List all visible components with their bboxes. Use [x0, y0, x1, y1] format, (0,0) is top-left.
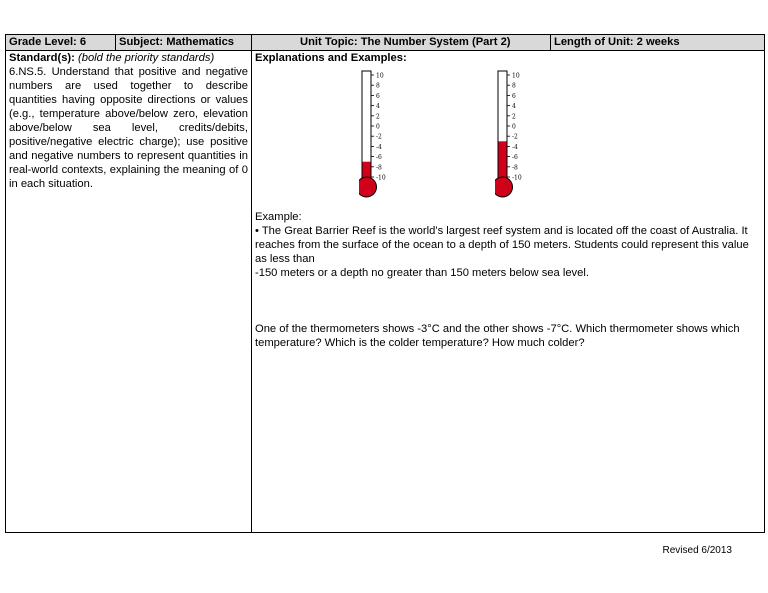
thermometer-tick-label: 2 — [376, 113, 380, 121]
grade-level-cell: Grade Level: 6 — [6, 35, 116, 51]
thermometer-right — [495, 65, 535, 210]
thermometer-tick-label: -8 — [376, 164, 382, 172]
thermometer-tick-label: -10 — [512, 174, 522, 182]
thermometer-tick-label: 0 — [512, 123, 516, 131]
thermometer-question: One of the thermometers shows -3°C and the other shows -7°C. Which thermometer shows which temperature? Which is the colder temperature? How much colder? — [255, 323, 740, 349]
thermometer-tick-label: -4 — [512, 143, 518, 151]
thermometer-area — [255, 65, 761, 210]
thermometer-tick-label: 0 — [376, 123, 380, 131]
standards-cell — [6, 51, 252, 533]
thermometer-tick-label: -6 — [376, 154, 382, 162]
thermometer-mercury — [499, 141, 507, 179]
thermometer-tick-label: 4 — [376, 103, 380, 111]
revised-date: Revised 6/2013 — [662, 545, 732, 556]
subject-cell: Subject: Mathematics — [116, 35, 252, 51]
standards-note: (bold the priority standards) — [78, 52, 215, 64]
thermometer-tick-label: 10 — [512, 72, 520, 80]
thermometer-tick-label: -2 — [376, 133, 382, 141]
length-cell: Length of Unit: 2 weeks — [551, 35, 765, 51]
thermometer-tick-label: -2 — [512, 133, 518, 141]
thermometer-tick-label: 4 — [512, 103, 516, 111]
thermometer-tick-label: -6 — [512, 154, 518, 162]
unit-table — [5, 34, 765, 533]
thermometer-tick-label: 8 — [376, 82, 380, 90]
example-text: • The Great Barrier Reef is the world’s largest reef system and is located off the coast of Australia. It reaches from the surface of the ocean to a depth of 150 meters. Students could represent this value as less than — [255, 225, 749, 265]
thermometer-tick-label: -10 — [376, 174, 386, 182]
thermometer-tick-label: 6 — [376, 92, 380, 100]
example-label: Example: — [255, 211, 302, 223]
thermometer-tick-label: 10 — [376, 72, 384, 80]
thermometer-tick-label: 8 — [512, 82, 516, 90]
explanations-title: Explanations and Examples: — [255, 52, 407, 64]
content-row — [6, 51, 765, 533]
thermometer-left — [359, 65, 399, 210]
thermometer-tick-label: -8 — [512, 164, 518, 172]
thermometer-bulb — [495, 177, 513, 197]
thermometer-tick-label: -4 — [376, 143, 382, 151]
thermometer-tick-label: 2 — [512, 113, 516, 121]
thermometer-mercury — [363, 162, 371, 179]
header-row — [6, 35, 765, 51]
standards-label: Standard(s): — [9, 52, 75, 64]
thermometer-bulb — [359, 177, 377, 197]
thermometer-tick-label: 6 — [512, 92, 516, 100]
example-text-2: -150 meters or a depth no greater than 150 meters below sea level. — [255, 267, 589, 279]
standards-text: 6.NS.5. Understand that positive and negative numbers are used together to describe quantities having opposite directions or values (e.g., temperature above/below zero, elevation above/below sea level, credits/debits, positive/negative electric charge); use positive and negative numbers to represent quantities in real-world contexts, explaining the meaning of 0 in each situation. — [9, 66, 248, 190]
explanations-cell — [252, 51, 765, 533]
unit-topic-cell: Unit Topic: The Number System (Part 2) — [252, 35, 551, 51]
